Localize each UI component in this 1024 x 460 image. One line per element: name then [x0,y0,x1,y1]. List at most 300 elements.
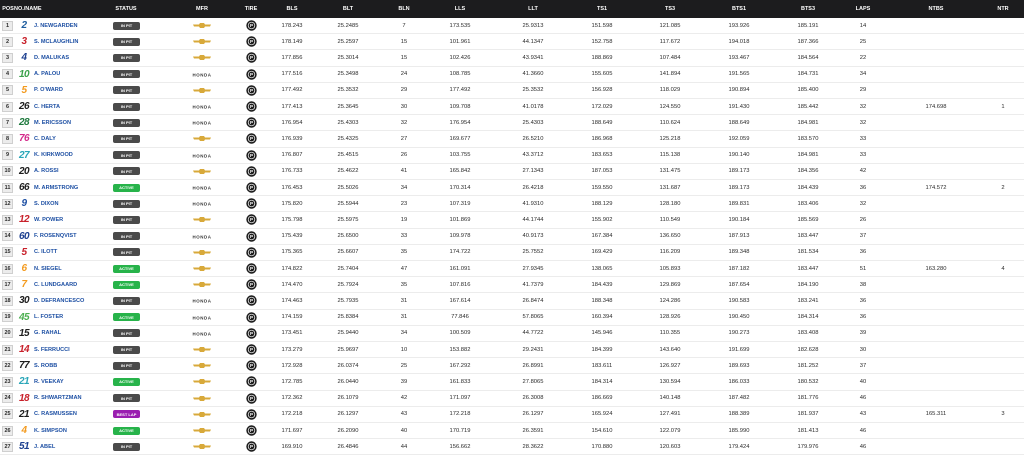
cell-blt: 25.7924 [337,281,359,288]
cell-blt: 26.0374 [337,362,359,369]
cell-bts1: 193.467 [728,54,750,61]
cell-llt: 43.9341 [522,54,544,61]
driver-name-link[interactable]: M. ARMSTRONG [34,184,79,191]
cell-ts1: 188.129 [591,200,613,207]
tire-compound-icon [246,182,257,193]
driver-name-link[interactable]: S. ROBB [34,362,58,369]
cell-laps: 33 [859,152,867,159]
tire-compound-icon [246,409,257,420]
driver-name-link[interactable]: A. ROSSI [34,168,59,175]
cell-llt: 27.8065 [522,378,544,385]
car-number: 76 [18,133,30,145]
cell-bts3: 187.366 [797,38,819,45]
cell-laps: 39 [859,330,867,337]
column-header-lls[interactable]: LLS [454,6,466,12]
cell-ts1: 156.928 [591,87,613,94]
cell-bts3: 184.439 [797,184,819,191]
status-badge: ACTIVE [113,427,140,435]
cell-ntr: 1 [1001,103,1005,110]
table-row[interactable] [0,391,1024,407]
position-badge: 23 [2,377,13,387]
car-number: 12 [18,214,30,226]
cell-ntbs: 174.572 [925,184,947,191]
cell-llt: 41.7379 [522,281,544,288]
cell-lls: 109.708 [449,103,471,110]
column-header-ts3[interactable]: TS3 [664,6,676,12]
cell-bts1: 187.913 [728,233,750,240]
cell-lls: 101.869 [449,216,471,223]
cell-ts1: 154.610 [591,427,613,434]
table-row[interactable] [0,34,1024,50]
column-header-name[interactable]: NO./NAME [14,6,42,12]
car-number: 7 [21,279,27,291]
svg-text:HONDA: HONDA [192,152,212,158]
table-row[interactable] [0,261,1024,277]
car-number: 4 [21,425,27,437]
honda-logo-icon [192,298,212,304]
cell-bts3: 181.252 [797,362,819,369]
chevrolet-bowtie-icon [192,363,212,369]
status-badge: ACTIVE [113,281,140,289]
chevrolet-bowtie-icon [192,87,212,93]
cell-bts1: 190.140 [728,152,750,159]
cell-lls: 167.292 [449,362,471,369]
tire-compound-icon [246,295,257,306]
cell-blt: 25.9697 [337,346,359,353]
table-row[interactable] [0,99,1024,115]
cell-blt: 26.4846 [337,443,359,450]
status-badge: IN PIT [113,86,140,94]
table-row[interactable] [0,245,1024,261]
cell-llt: 26.5210 [522,135,544,142]
tire-compound-icon [246,393,257,404]
cell-bls: 177.516 [281,71,303,78]
status-badge: IN PIT [113,346,140,354]
cell-ts1: 160.394 [591,314,613,321]
cell-blt: 26.1297 [337,411,359,418]
cell-llt: 41.3660 [522,71,544,78]
cell-blt: 25.9440 [337,330,359,337]
driver-name-link[interactable]: D. DEFRANCESCO [34,297,85,304]
tire-compound-icon [246,231,257,242]
status-badge: IN PIT [113,200,140,208]
honda-logo-icon [192,120,212,126]
tire-compound-icon [246,150,257,161]
cell-bts3: 183.447 [797,265,819,272]
cell-ts3: 125.218 [659,135,681,142]
cell-llt: 44.7722 [522,330,544,337]
status-badge: IN PIT [113,38,140,46]
tire-compound-icon [246,312,257,323]
table-row[interactable] [0,374,1024,390]
position-badge: 6 [2,102,13,112]
cell-bts1: 192.059 [728,135,750,142]
chevrolet-bowtie-icon [192,282,212,288]
car-number: 26 [18,101,30,113]
cell-lls: 165.842 [449,168,471,175]
cell-lls: 167.614 [449,297,471,304]
cell-ts3: 131.475 [659,168,681,175]
cell-lls: 107.319 [449,200,471,207]
table-row[interactable] [0,439,1024,455]
cell-ts3: 118.029 [659,87,681,94]
table-row[interactable] [0,229,1024,245]
cell-ts1: 138.065 [591,265,613,272]
cell-bts3: 184.564 [797,54,819,61]
svg-text:P: P [249,71,254,77]
driver-name-link[interactable]: C. LUNDGAARD [34,281,78,288]
tire-compound-icon [246,85,257,96]
cell-bln: 31 [400,297,408,304]
position-badge: 19 [2,312,13,322]
cell-laps: 14 [859,22,867,29]
cell-bln: 7 [402,22,406,29]
cell-ts1: 152.758 [591,38,613,45]
cell-bts3: 181.776 [797,395,819,402]
cell-blt: 26.1079 [337,395,359,402]
status-badge: BEST LAP [113,410,140,418]
driver-name-link[interactable]: C. ILOTT [34,249,58,256]
cell-bls: 175.820 [281,200,303,207]
cell-ts1: 184.399 [591,346,613,353]
cell-bls: 177.413 [281,103,303,110]
column-header-bln[interactable]: BLN [398,6,410,12]
status-badge: ACTIVE [113,313,140,321]
position-badge: 8 [2,134,13,144]
position-badge: 15 [2,247,13,257]
cell-bts1: 190.184 [728,216,750,223]
position-badge: 1 [2,21,13,31]
cell-bls: 178.243 [281,22,303,29]
table-row[interactable] [0,131,1024,147]
driver-name-link[interactable]: L. FOSTER [34,314,64,321]
tire-compound-icon [246,360,257,371]
tire-compound-icon [246,376,257,387]
cell-ts1: 170.880 [591,443,613,450]
table-row[interactable] [0,148,1024,164]
svg-text:P: P [249,104,254,110]
cell-bts1: 189.173 [728,184,750,191]
svg-text:P: P [249,136,254,142]
cell-ts3: 128.926 [659,314,681,321]
cell-blt: 26.0440 [337,378,359,385]
cell-blt: 25.5026 [337,184,359,191]
cell-laps: 46 [859,427,867,434]
cell-bts3: 185.400 [797,87,819,94]
cell-ts1: 151.598 [591,22,613,29]
cell-blt: 25.4325 [337,135,359,142]
driver-name-link[interactable]: F. ROSENQVIST [34,233,77,240]
table-row[interactable] [0,358,1024,374]
driver-name-link[interactable]: W. POWER [34,216,64,223]
cell-ts3: 130.594 [659,378,681,385]
cell-ts3: 107.484 [659,54,681,61]
column-header-laps[interactable]: LAPS [855,6,871,12]
cell-bts1: 190.894 [728,87,750,94]
cell-ts3: 110.355 [659,330,681,337]
column-header-blt[interactable]: BLT [342,6,354,12]
cell-laps: 36 [859,297,867,304]
cell-bln: 40 [400,427,408,434]
driver-name-link[interactable]: G. RAHAL [34,330,62,337]
cell-bls: 169.910 [281,443,303,450]
status-badge: IN PIT [113,232,140,240]
chevrolet-bowtie-icon [192,395,212,401]
tire-compound-icon [246,279,257,290]
cell-ts1: 169.429 [591,249,613,256]
column-header-bls[interactable]: BLS [286,6,298,12]
table-row[interactable] [0,115,1024,131]
cell-bts1: 190.583 [728,297,750,304]
table-row[interactable] [0,423,1024,439]
table-row[interactable] [0,18,1024,34]
chevrolet-bowtie-icon [192,249,212,255]
cell-ts3: 121.085 [659,22,681,29]
driver-name-link[interactable]: A. PALOU [34,71,61,78]
cell-bts3: 184.314 [797,314,819,321]
table-row[interactable] [0,164,1024,180]
svg-text:P: P [249,428,254,434]
position-badge: 3 [2,53,13,63]
cell-blt: 25.4622 [337,168,359,175]
cell-ts1: 145.946 [591,330,613,337]
column-header-bts3[interactable]: BTS3 [800,6,816,12]
cell-llt: 27.1343 [522,168,544,175]
honda-logo-icon [192,71,212,77]
cell-ts3: 105.893 [659,265,681,272]
column-header-status[interactable]: STATUS [115,6,137,12]
table-row[interactable] [0,67,1024,83]
driver-name-link[interactable]: J. ABEL [34,443,56,450]
cell-llt: 43.3712 [522,152,544,159]
chevrolet-bowtie-icon [192,217,212,223]
cell-blt: 25.2485 [337,22,359,29]
cell-laps: 43 [859,411,867,418]
car-number: 3 [21,36,27,48]
cell-bts1: 186.033 [728,378,750,385]
svg-text:P: P [249,233,254,239]
cell-bts1: 191.430 [728,103,750,110]
driver-name-link[interactable]: R. VEEKAY [34,378,64,385]
driver-name-link[interactable]: N. SIEGEL [34,265,62,272]
driver-name-link[interactable]: K. SIMPSON [34,427,67,434]
cell-ts1: 155.902 [591,216,613,223]
cell-bts3: 184.981 [797,152,819,159]
column-header-bts1[interactable]: BTS1 [731,6,747,12]
cell-bls: 173.451 [281,330,303,337]
column-header-ntr[interactable]: NTR [997,6,1009,12]
tire-compound-icon [246,263,257,274]
car-number: 2 [21,20,27,32]
driver-name-link[interactable]: P. O'WARD [34,87,63,94]
cell-llt: 27.9345 [522,265,544,272]
cell-bls: 175.798 [281,216,303,223]
status-badge: IN PIT [113,216,140,224]
cell-laps: 26 [859,216,867,223]
cell-bln: 44 [400,443,408,450]
table-row[interactable] [0,277,1024,293]
driver-name-link[interactable]: S. FERRUCCI [34,346,70,353]
table-row[interactable] [0,212,1024,228]
chevrolet-bowtie-icon [192,266,212,272]
svg-text:HONDA: HONDA [192,201,212,207]
svg-text:P: P [249,169,254,175]
driver-name-link[interactable]: R. SHWARTZMAN [34,395,82,402]
column-header-mfr[interactable]: MFR [196,6,208,12]
table-row[interactable] [0,293,1024,309]
cell-bts1: 189.348 [728,249,750,256]
car-number: 14 [18,344,30,356]
cell-bln: 33 [400,233,408,240]
honda-logo-icon [192,185,212,191]
cell-llt: 44.1347 [522,38,544,45]
position-badge: 10 [2,166,13,176]
cell-lls: 77.846 [451,314,469,321]
car-number: 45 [18,311,30,323]
cell-bts1: 187.182 [728,265,750,272]
cell-bts3: 181.534 [797,249,819,256]
table-row[interactable] [0,342,1024,358]
cell-laps: 36 [859,314,867,321]
position-badge: 20 [2,328,13,338]
position-badge: 12 [2,199,13,209]
cell-lls: 177.492 [449,87,471,94]
car-number: 21 [18,408,30,420]
cell-ts3: 117.672 [659,38,681,45]
svg-text:P: P [249,347,254,353]
status-badge: ACTIVE [113,265,140,273]
cell-bln: 42 [400,395,408,402]
cell-lls: 153.882 [449,346,471,353]
cell-ts1: 187.053 [591,168,613,175]
svg-text:HONDA: HONDA [192,71,212,77]
cell-ts3: 124.286 [659,297,681,304]
cell-lls: 161.833 [449,378,471,385]
driver-name-link[interactable]: C. RASMUSSEN [34,411,77,418]
cell-ts3: 136.650 [659,233,681,240]
cell-bls: 176.807 [281,152,303,159]
tire-compound-icon [246,166,257,177]
cell-bts3: 184.190 [797,281,819,288]
cell-bls: 172.362 [281,395,303,402]
svg-text:P: P [249,120,254,126]
column-header-ts1[interactable]: TS1 [596,6,608,12]
cell-bln: 35 [400,281,408,288]
cell-ts1: 167.384 [591,233,613,240]
status-badge: IN PIT [113,167,140,175]
cell-bls: 177.492 [281,87,303,94]
car-number: 20 [18,165,30,177]
cell-lls: 171.097 [449,395,471,402]
svg-text:HONDA: HONDA [192,331,212,336]
table-header [0,0,1024,18]
cell-bls: 175.365 [281,249,303,256]
driver-name-link[interactable]: K. KIRKWOOD [34,152,73,159]
cell-lls: 170.719 [449,427,471,434]
column-header-pos[interactable]: POS [2,6,14,12]
cell-laps: 37 [859,362,867,369]
table-row[interactable] [0,326,1024,342]
position-badge: 7 [2,118,13,128]
driver-name-link[interactable]: M. ERICSSON [34,119,71,126]
driver-name-link[interactable]: S. MCLAUGHLIN [34,38,79,45]
table-row[interactable] [0,83,1024,99]
cell-laps: 42 [859,168,867,175]
cell-bls: 176.954 [281,119,303,126]
driver-name-link[interactable]: J. NEWGARDEN [34,22,78,29]
column-header-llt[interactable]: LLT [528,6,538,12]
svg-text:P: P [249,55,254,61]
svg-text:P: P [249,363,254,369]
status-badge: IN PIT [113,248,140,256]
cell-ts1: 159.550 [591,184,613,191]
driver-name-link[interactable]: D. MALUKAS [34,54,70,61]
cell-bts3: 183.241 [797,297,819,304]
cell-llt: 26.3591 [522,427,544,434]
cell-bln: 32 [400,119,408,126]
cell-bts1: 191.565 [728,71,750,78]
position-badge: 17 [2,280,13,290]
column-header-ntbs[interactable]: NTBS [928,6,944,12]
cell-bls: 171.697 [281,427,303,434]
cell-laps: 30 [859,346,867,353]
table-row[interactable] [0,407,1024,423]
svg-text:P: P [249,152,254,158]
cell-bln: 29 [400,87,408,94]
car-number: 15 [18,327,30,339]
car-number: 21 [18,376,30,388]
tire-compound-icon [246,214,257,225]
cell-bln: 35 [400,249,408,256]
table-row[interactable] [0,50,1024,66]
cell-llt: 26.8474 [522,297,544,304]
position-badge: 13 [2,215,13,225]
cell-lls: 173.535 [449,22,471,29]
cell-bts1: 189.831 [728,200,750,207]
cell-laps: 51 [859,265,867,272]
cell-blt: 25.3014 [337,54,359,61]
cell-bts3: 183.570 [797,135,819,142]
cell-bts3: 183.408 [797,330,819,337]
driver-name-link[interactable]: C. HERTA [34,103,60,110]
cell-blt: 25.6607 [337,249,359,256]
cell-lls: 156.662 [449,443,471,450]
position-badge: 9 [2,150,13,160]
position-badge: 4 [2,69,13,79]
cell-ts3: 110.549 [659,216,681,223]
cell-ts1: 188.348 [591,297,613,304]
table-row[interactable] [0,196,1024,212]
driver-name-link[interactable]: S. DIXON [34,200,59,207]
cell-ts3: 120.603 [659,443,681,450]
column-header-tire[interactable]: TIRE [244,6,258,12]
cell-laps: 46 [859,443,867,450]
cell-blt: 25.5975 [337,216,359,223]
cell-bls: 175.439 [281,233,303,240]
cell-ts3: 141.894 [659,71,681,78]
cell-llt: 44.1744 [522,216,544,223]
driver-name-link[interactable]: C. DALY [34,135,56,142]
table-row[interactable] [0,180,1024,196]
cell-ts3: 126.927 [659,362,681,369]
table-row[interactable] [0,310,1024,326]
cell-ts1: 184.314 [591,378,613,385]
cell-laps: 40 [859,378,867,385]
cell-lls: 100.509 [449,330,471,337]
chevrolet-bowtie-icon [192,55,212,61]
car-number: 5 [21,84,27,96]
status-badge: IN PIT [113,362,140,370]
